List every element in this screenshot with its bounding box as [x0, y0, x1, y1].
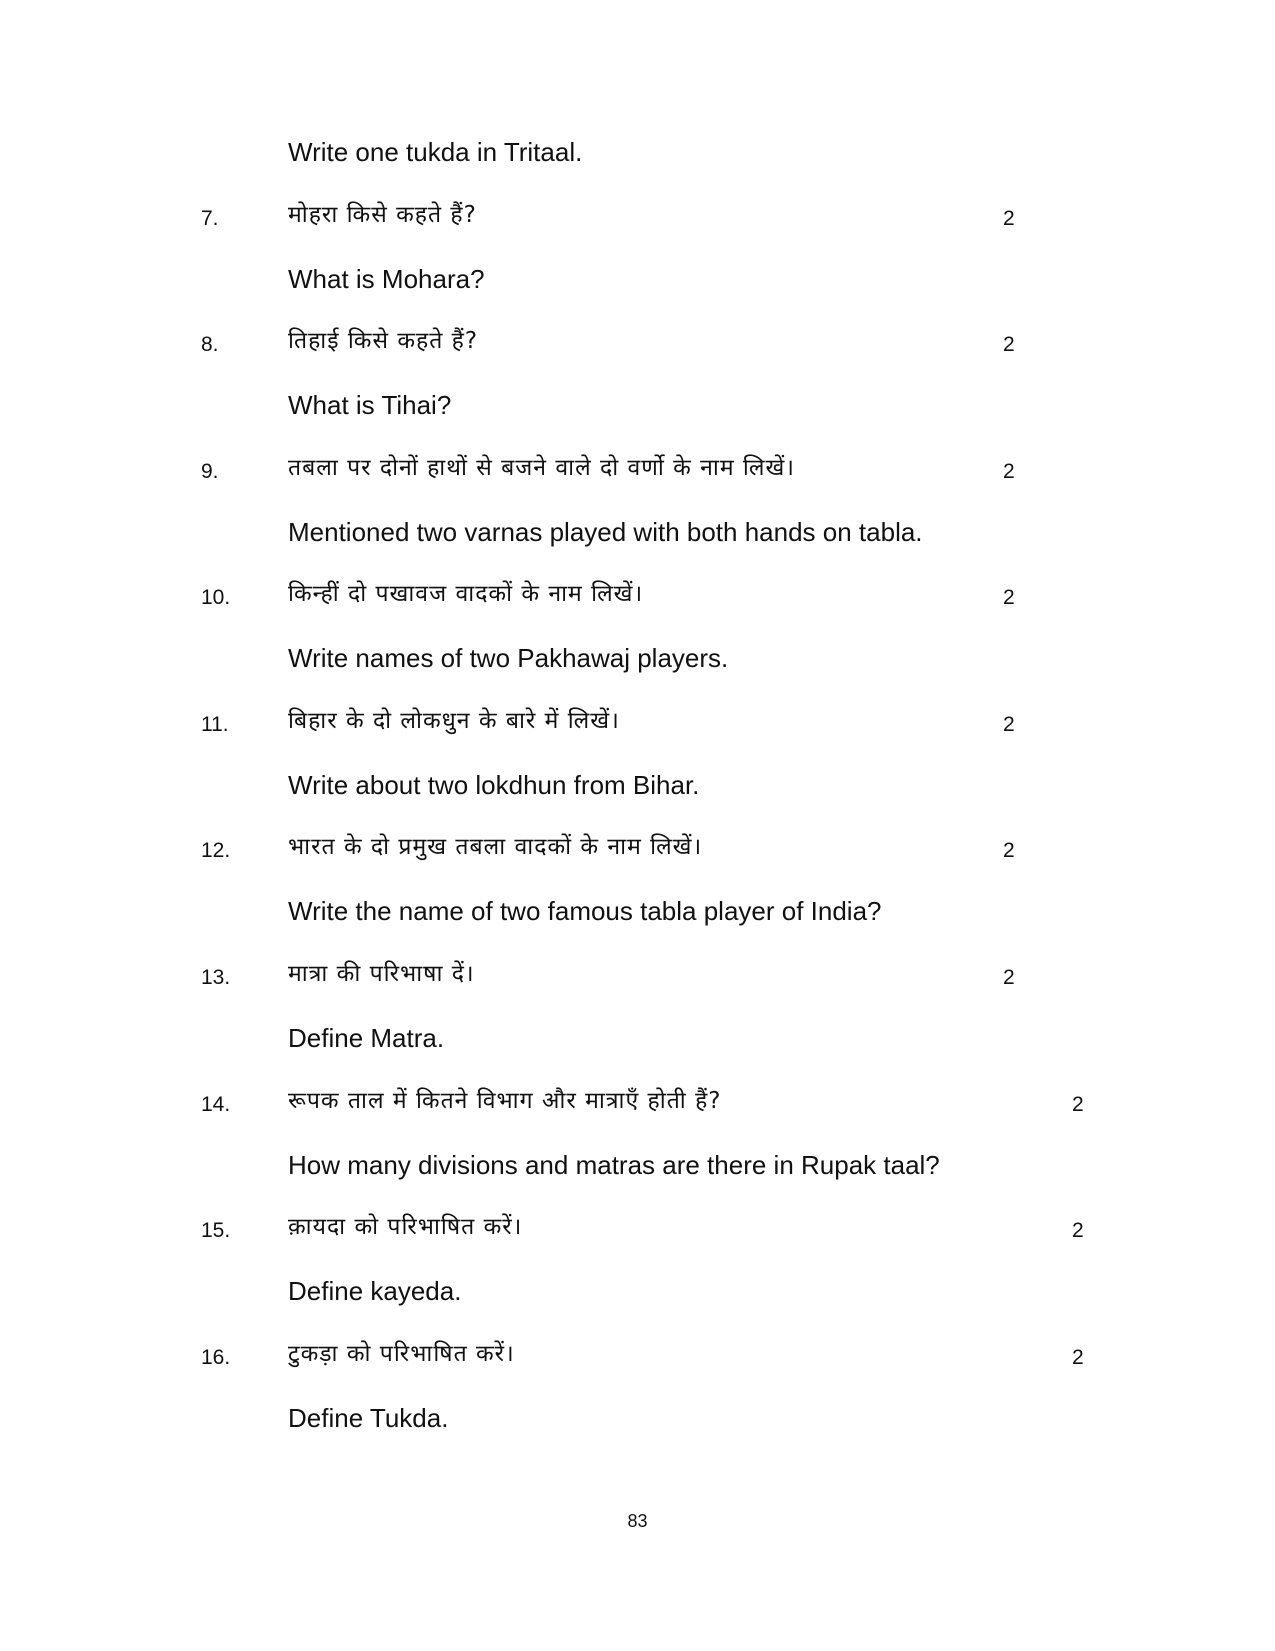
question-english-text: Define kayeda. [288, 1276, 462, 1306]
question-number: 14. [201, 1093, 231, 1116]
question-hindi-text: रूपक ताल में कितने विभाग और मात्राएँ होती हैं? [288, 1088, 722, 1114]
question-english-text: Write the name of two famous tabla player of India? [288, 896, 882, 926]
question-hindi-text: तिहाई किसे कहते हैं? [288, 328, 479, 354]
question-hindi-text: किन्हीं दो पखावज वादकों के नाम लिखें। [288, 581, 644, 607]
question-number: 12. [201, 839, 231, 862]
question-english-text: What is Tihai? [288, 390, 452, 420]
question-marks: 2 [1072, 1093, 1084, 1116]
question-marks: 2 [1003, 713, 1015, 736]
question-english-text: Define Matra. [288, 1023, 445, 1053]
question-hindi-text: तबला पर दोनों हाथों से बजने वाले दो वर्णो के नाम लिखें। [288, 455, 796, 481]
question-marks: 2 [1003, 460, 1015, 483]
question-english-text: Write about two lokdhun from Bihar. [288, 770, 700, 800]
question-number: 15. [201, 1219, 231, 1242]
question-english-text: Mentioned two varnas played with both hands on tabla. [288, 517, 923, 547]
question-english-text: How many divisions and matras are there in Rupak taal? [288, 1150, 940, 1180]
question-hindi-text: टुकड़ा को परिभाषित करें। [288, 1341, 515, 1367]
question-english-text: Write names of two Pakhawaj players. [288, 643, 729, 673]
question-hindi-text: मात्रा की परिभाषा दें। [288, 961, 475, 987]
question-marks: 2 [1003, 333, 1015, 356]
question-number: 11. [201, 713, 229, 736]
question-marks: 2 [1003, 207, 1015, 230]
question-number: 10. [201, 586, 231, 609]
question-number: 8. [201, 333, 219, 356]
question-hindi-text: भारत के दो प्रमुख तबला वादकों के नाम लिखें। [288, 834, 703, 860]
question-marks: 2 [1003, 586, 1015, 609]
question-marks: 2 [1072, 1346, 1084, 1369]
question-number: 7. [201, 207, 219, 230]
question-number: 13. [201, 966, 231, 989]
question-marks: 2 [1003, 839, 1015, 862]
question-hindi-text: क़ायदा को परिभाषित करें। [288, 1214, 523, 1240]
question-number: 9. [201, 460, 219, 483]
question-english-text: Define Tukda. [288, 1403, 449, 1433]
question-english-text: What is Mohara? [288, 264, 485, 294]
question-number: 16. [201, 1346, 231, 1369]
question-marks: 2 [1003, 966, 1015, 989]
question-hindi-text: मोहरा किसे कहते हैं? [288, 202, 477, 228]
question-hindi-text: बिहार के दो लोकधुन के बारे में लिखें। [288, 708, 620, 734]
question-marks: 2 [1072, 1219, 1084, 1242]
page-number: 83 [627, 1511, 648, 1531]
intro-english-text: Write one tukda in Tritaal. [288, 137, 583, 167]
